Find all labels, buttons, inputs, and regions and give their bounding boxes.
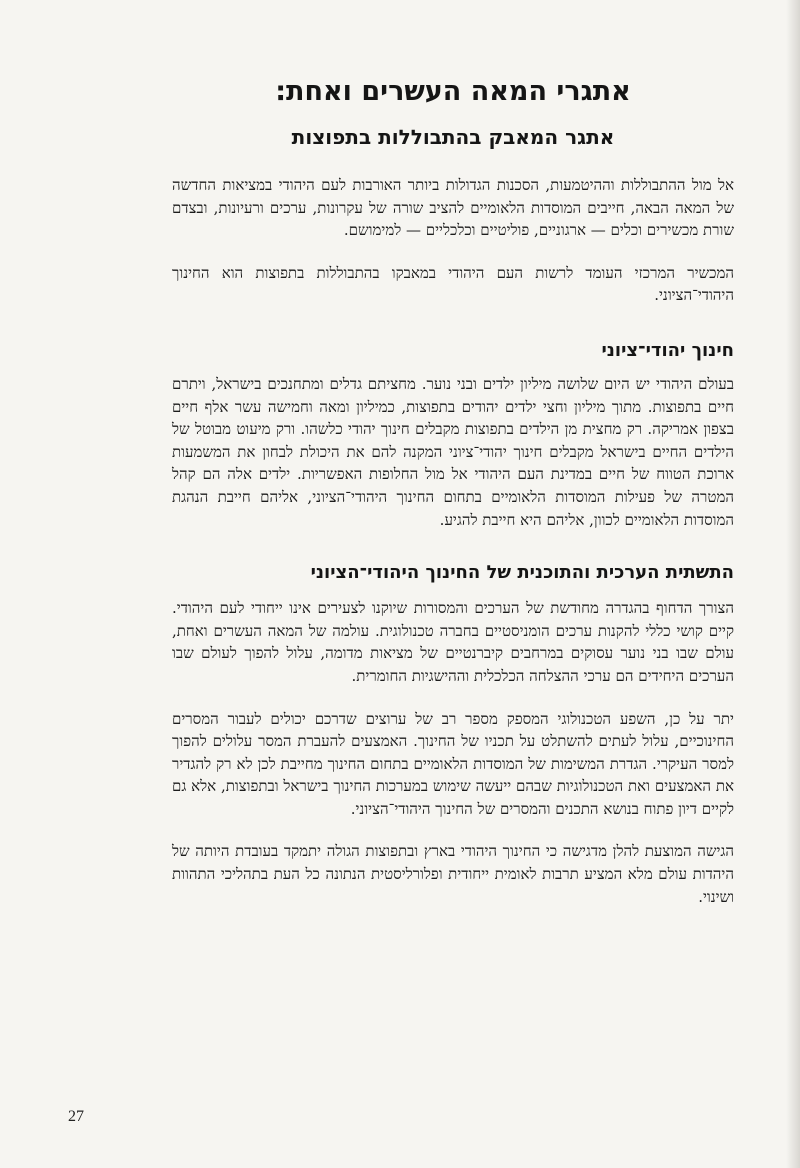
- education-paragraph-1: בעולם היהודי יש היום שלושה מיליון ילדים ובני נוער. מחציתם גדלים ומתחנכים בישראל, ויתרם חיים בתפוצות. מתוך מיליון וחצי ילדים יהודים בתפוצות, כמיליון ומאה וחמישה עשר אלף חיים בצפון אמריקה. רק מחצית מן הילדים בתפוצות מקבלים חינוך יהודי כלשהו. ורק מיעוט מבוטל של הילדים החיים בישראל מקבלים חינוך יהודי־ציוני המקנה להם את היכולת לבחון את המשמעות ארוכת הטווח של חיים במדינת העם היהודי אל מול החלופות האפשריות. ילדים אלה הם קהל המטרה של פעילות המוסדות הלאומיים בתחום החינוך היהודי־הציוני, אליהם חייבת הנהגת המוסדות הלאומיים לכוון, אליהם היא חייבת להגיע.: [172, 374, 735, 529]
- infrastructure-paragraph-3: הגישה המוצעת להלן מדגישה כי החינוך היהודי בארץ ובתפוצות הגולה יתמקד בעובדת היותה של היהדות עולם מלא המציע תרבות לאומית ייחודית ופלורליסטית הנתונה כל העת בתהליכי התהוות ושינוי.: [172, 842, 734, 906]
- intro-paragraph-1: אל מול ההתבוללות וההיטמעות, הסכנות הגדולות ביותר האורבות לעם היהודי במציאות החדשה של המאה הבאה, חייבים המוסדות הלאומיים להציב שורה של עקרונות, ערכים ורעיונות, ובצדם שורת מכשירים וכלים — ארגוניים, פוליטיים וכלכליים — למימושם.: [172, 176, 734, 240]
- intro-paragraph-2: המכשיר המרכזי העומד לרשות העם היהודי במאבקו בהתבוללות בתפוצות הוא החינוך היהודי־הציוני.: [172, 263, 734, 305]
- infrastructure-paragraph-1: הצורך הדחוף בהגדרה מחודשת של הערכים והמסורות שיוקנו לצעירים אינו ייחודי לעם היהודי. קיים קושי כללי להקנות ערכים הומניסטיים בחברה טכנולוגית. עולמה של המאה העשרים ואחת, עולם שבו בני נוער עסוקים במרחבים קיברנטיים של מציאות מדומה, עלול להפוך לעולם שבו הערכים היחידים הם ערכי ההצלחה הכלכלית וההישגיות החומרית.: [172, 599, 734, 685]
- page-subtitle: אתגר המאבק בהתבוללות בתפוצות: [291, 125, 615, 149]
- infrastructure-paragraph-2: יתר על כן, השפע הטכנולוגי המספק מספר רב של ערוצים שדרכם יכולים לעבור המסרים החינוכיים, עלול לעתים להשתלט על תכניו של החינוך. האמצעים להעברת המסר עלולים להפוך למסר העיקרי. הגדרת המשימות של המוסדות הלאומיים בתחום החינוך מחייבת לכן לא רק להגדיר את האמצעים ואת הטכנולוגיות שבהם ייעשה שימוש במערכות החינוך בישראל ובתפוצות, אלא גם לקיים דיון פתוח בנושא התכנים והמסרים של החינוך היהודי־הציוני.: [172, 709, 734, 818]
- section-heading-education: חינוך יהודי־ציוני: [601, 339, 734, 361]
- page-title: אתגרי המאה העשרים ואחת:: [275, 76, 631, 107]
- section-heading-infrastructure: התשתית הערכית והתוכנית של החינוך היהודי־הציוני: [310, 562, 734, 584]
- page-number: 27: [68, 1108, 84, 1125]
- page-content: [172, 72, 734, 908]
